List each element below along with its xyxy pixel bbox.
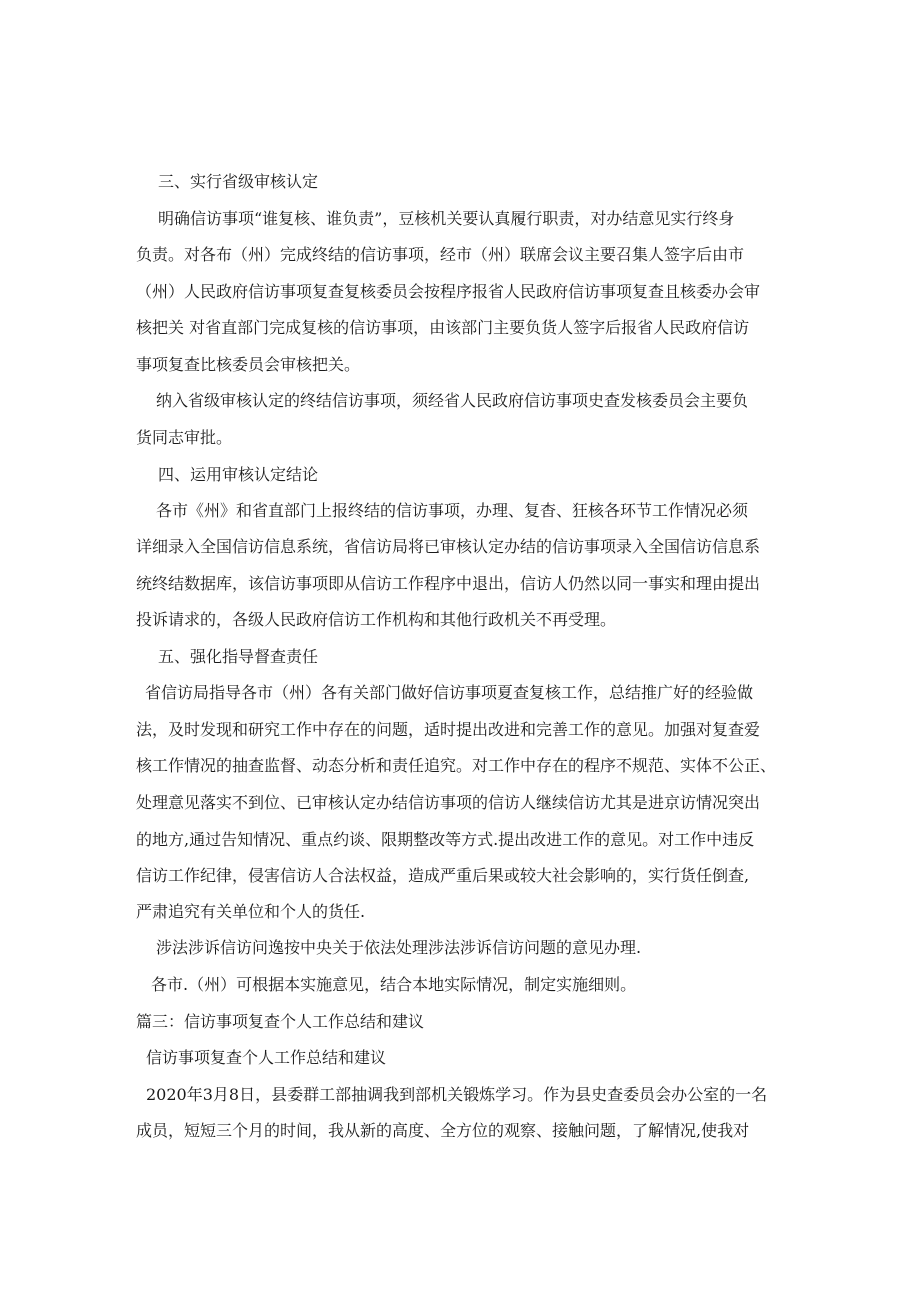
paragraph-line: 信访工作纪律，侵害信访人合法权益，造成严重后果或较大社会影响的，实行货任倒查,: [136, 866, 750, 885]
paragraph-line: 事项复查比核委员会审核把关。: [136, 355, 361, 374]
paragraph-line: 成员，短短三个月的时间，我从新的高度、全方位的观察、接触问题，了解情况,使我对: [136, 1121, 750, 1140]
paragraph-line: 投诉请求的，各级人民政府信访工作机构和其他行政机关不再受理。: [136, 610, 617, 629]
paragraph-line: 纳入省级审核认定的终结信访事项，须经省人民政府信访事项史查发核委员会主要负: [156, 391, 749, 410]
paragraph-line: 严肃追究有关单位和个人的货任.: [136, 902, 366, 921]
paragraph-line: 负责。对各布（州）完成终结的信访事项，经市（州）联席会议主要召集人签字后由市: [136, 245, 745, 264]
article-title: 篇三：信访事项复查个人工作总结和建议: [136, 1012, 425, 1031]
paragraph-line: 核把关 对省直部门完成复核的信访事项，由该部门主要负货人签字后报省人民政府信访: [136, 318, 750, 337]
paragraph-line: 核工作情况的抽查监督、动态分析和责任追究。对工作中存在的程序不规范、实体不公正、: [136, 756, 777, 775]
paragraph-line: （州）人民政府信访事项复查复核委员会按程序报省人民政府信访事项复查且核委办会审: [136, 282, 761, 301]
paragraph-line: 2020年3月8日，县委群工部抽调我到部机关锻炼学习。作为县史查委员会办公室的一名: [146, 1085, 768, 1104]
section-heading-5: 五、强化指导督查责任: [158, 647, 319, 666]
paragraph-line: 详细录入全国信访信息系统，省信访局将已审核认定办结的信访事项录入全国信访信息系: [136, 537, 761, 556]
paragraph-line: 各市《州》和省直部门上报终结的信访事项，办理、复杳、狂核各环节工作情况必须: [156, 501, 749, 520]
paragraph-line: 统终结数据库，该信访事项即从信访工作程序中退出，信访人仍然以同一事实和理由提出: [136, 574, 761, 593]
paragraph-line: 各市.（州）可根据本实施意见，结合本地实际情况，制定实施细则。: [151, 975, 637, 994]
section-heading-4: 四、运用审核认定结论: [158, 465, 319, 484]
paragraph-line: 的地方,通过告知情况、重点约谈、限期整改等方式.提出改进工作的意见。对工作中违反: [136, 830, 755, 849]
paragraph-line: 明确信访事项“谁复核、谁负责”，豆核机关要认真履行职责，对办结意见实行终身: [158, 209, 735, 228]
paragraph-line: 货同志审批。: [136, 428, 233, 447]
paragraph-line: 法，及时发现和研究工作中存在的问题，适时提出改进和完善工作的意见。加强对复查爱: [136, 720, 761, 739]
article-subtitle: 信访事项复查个人工作总结和建议: [146, 1048, 387, 1067]
paragraph-line: 处理意见落实不到位、已审核认定办结信访事项的信访人继续信访尤其是进京访情况突出: [136, 793, 761, 812]
paragraph-line: 涉法涉诉信访问逸按中央关于依法处理涉法涉诉信访问题的意见办理.: [156, 938, 642, 957]
paragraph-line: 省信访局指导各市（州）各有关部门做好信访事项夏查复核工作，总结推广好的经验做: [145, 683, 754, 702]
section-heading-3: 三、实行省级审核认定: [158, 172, 319, 191]
